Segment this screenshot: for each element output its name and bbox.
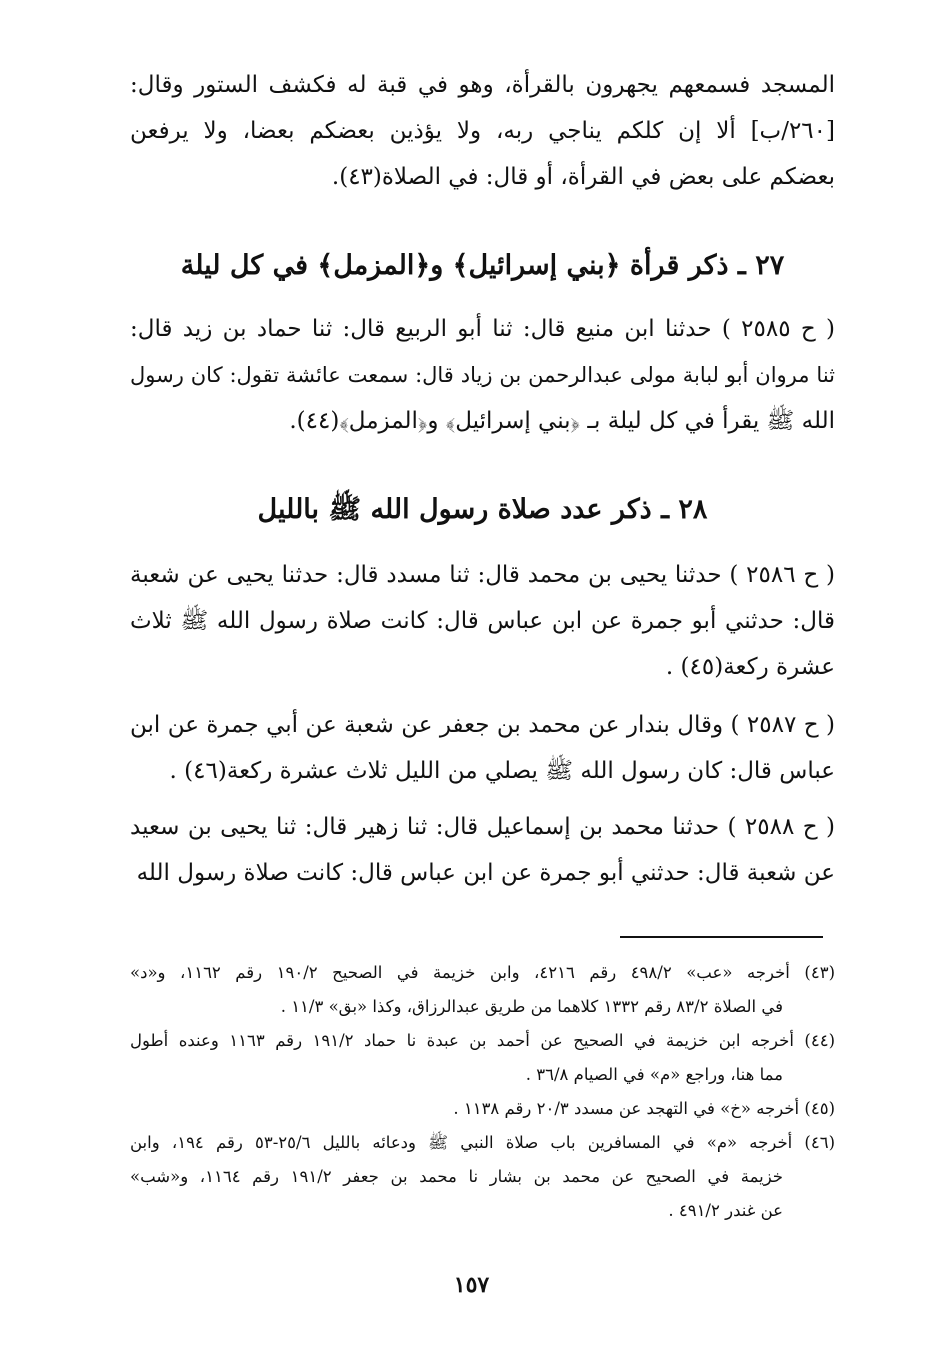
section-heading-28: ٢٨ ـ ذكر عدد صلاة رسول الله ﷺ بالليل <box>257 494 708 525</box>
footnote-45 <box>130 1092 835 1126</box>
hadith-2588 <box>130 804 835 896</box>
text-line: قال: حدثني أبو جمرة عن ابن عباس قال: كانت صلاة رسول الله ﷺ ثلاث <box>130 608 835 634</box>
footnote-line: في الصلاة ٨٣/٢ رقم ١٣٣٢ كلاهما من طريق عبدالرزاق، وكذا «بق» ١١/٣ . <box>280 997 783 1016</box>
footnote-43 <box>130 956 835 1024</box>
page-number: ١٥٧ <box>453 1272 490 1298</box>
text-line: ( ح ٢٥٨٥ ) حدثنا ابن منيع قال: ثنا أبو الربيع قال: ثنا حماد بن زيد قال: <box>130 316 835 342</box>
text-line: ( ح ٢٥٨٨ ) حدثنا محمد بن إسماعيل قال: ثنا زهير قال: ثنا يحيى بن سعيد <box>130 814 835 840</box>
text-line: بعضكم على بعض في القرأة، أو قال: في الصلاة(٤٣). <box>331 164 835 190</box>
hadith-2586 <box>130 552 835 690</box>
footnotes <box>130 956 835 1228</box>
footnote-separator <box>620 936 823 938</box>
text-line: ثنا مروان أبو لبابة مولى عبدالرحمن بن زياد قال: سمعت عائشة تقول: كان رسول <box>130 363 835 387</box>
footnote-line: (٤٦) أخرجه «م» في المسافرين باب صلاة النبي ﷺ ودعائه بالليل ٢٥/٦-٥٣ رقم ١٩٤، وابن <box>130 1133 835 1152</box>
footnote-44 <box>130 1024 835 1092</box>
text-line: عباس قال: كان رسول الله ﷺ يصلي من الليل ثلاث عشرة ركعة(٤٦) . <box>169 758 835 784</box>
text-line: [٢٦٠/ب] ألا إن كلكم يناجي ربه، ولا يؤذين بعضكم بعضا، ولا يرفعن <box>130 118 835 144</box>
text-line: المسجد فسمعهم يجهرون بالقرأة، وهو في قبة له فكشف الستور وقال: <box>130 72 835 98</box>
hadith-2587 <box>130 702 835 794</box>
text-line: ( ح ٢٥٨٦ ) حدثنا يحيى بن محمد قال: ثنا مسدد قال: حدثنا يحيى عن شعبة <box>130 562 835 588</box>
paragraph-continuation <box>130 62 835 200</box>
footnote-line: عن غندر ٤٩١/٢ . <box>668 1201 783 1220</box>
footnote-46 <box>130 1126 835 1228</box>
footnote-line: خزيمة في الصحيح عن محمد بن بشار نا محمد بن جعفر ١٩١/٢ رقم ١١٦٤، و«شب» <box>130 1167 783 1186</box>
footnote-line: مما هنا، وراجع «م» في الصيام ٣٦/٨ . <box>525 1065 783 1084</box>
text-line: الله ﷺ يقرأ في كل ليلة بـ ﴿بني إسرائيل﴾ و﴿المزمل﴾(٤٤). <box>289 408 835 434</box>
section-heading-27: ٢٧ ـ ذكر قرأة ﴿بني إسرائيل﴾ و﴿المزمل﴾ في كل ليلة <box>180 250 785 281</box>
footnote-line: (٤٤) أخرجه ابن خزيمة في الصحيح عن أحمد بن عبدة نا حماد ١٩١/٢ رقم ١١٦٣ وعنده أطول <box>130 1031 835 1050</box>
hadith-2585 <box>130 306 835 444</box>
footnote-line: (٤٥) أخرجه «خ» في التهجد عن مسدد ٢٠/٣ رقم ١١٣٨ . <box>453 1099 835 1118</box>
text-line: عن شعبة قال: حدثني أبو جمرة عن ابن عباس قال: كانت صلاة رسول الله <box>136 860 835 886</box>
text-line: ( ح ٢٥٨٧ ) وقال بندار عن محمد بن جعفر عن شعبة عن أبي جمرة عن ابن <box>130 712 835 738</box>
text-line: عشرة ركعة(٤٥) . <box>665 654 835 680</box>
footnote-line: (٤٣) أخرجه «عب» ٤٩٨/٢ رقم ٤٢١٦، وابن خزيمة في الصحيح ١٩٠/٢ رقم ١١٦٢، و«د» <box>130 963 836 982</box>
